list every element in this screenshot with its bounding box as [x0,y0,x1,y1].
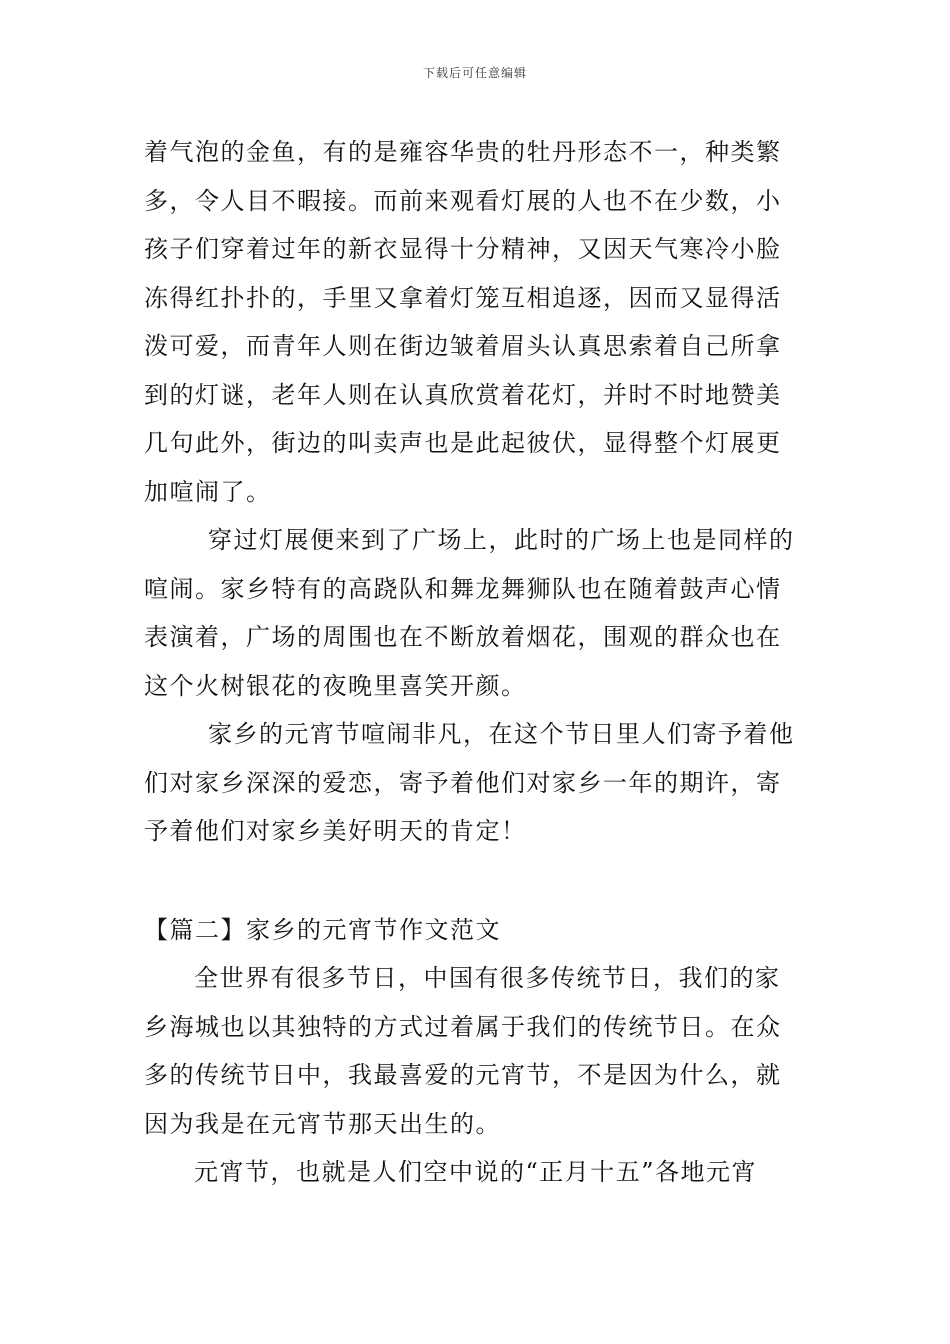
text-line: 加喧闹了。 [144,477,272,506]
text-line: 全世界有很多节日，中国有很多传统节日，我们的家 [194,964,781,992]
text-line: 泼可爱，而青年人则在街边皱着眉头认真思索着自己所拿 [144,332,782,360]
section-spacer [144,856,806,906]
text-line: 孩子们穿着过年的新衣显得十分精神，又因天气寒冷小脸 [144,235,782,263]
text-line: 予着他们对家乡美好明天的肯定！ [144,817,527,845]
text-line: 几句此外，街边的叫卖声也是此起彼伏，显得整个灯展更 [144,429,782,457]
paragraph-lantern-show [144,128,806,516]
paragraph-yuanxiao [144,1148,806,1197]
text-line: 们对家乡深深的爱恋，寄予着他们对家乡一年的期许，寄 [144,768,782,797]
text-line: 到的灯谜，老年人则在认真欣赏着花灯，并时不时地赞美 [144,380,782,409]
text-line: 冻得红扑扑的，手里又拿着灯笼互相追逐，因而又显得活 [144,283,782,312]
section-title: 【篇二】家乡的元宵节作文范文 [144,915,501,944]
text-line: 多的传统节日中，我最喜爱的元宵节，不是因为什么，就 [144,1061,782,1089]
text-line: 乡海城也以其独特的方式过着属于我们的传统节日。在众 [144,1012,782,1041]
text-line: 家乡的元宵节喧闹非凡，在这个节日里人们寄予着他 [208,720,795,748]
paragraph-square [144,516,806,710]
text-line: 喧闹。家乡特有的高跷队和舞龙舞狮队也在随着鼓声心情 [144,574,782,603]
paragraph-intro [144,954,806,1148]
text-line: 元宵节，也就是人们空中说的“正月十五”各地元宵 [194,1158,758,1186]
document-body [144,128,806,1197]
text-line: 穿过灯展便来到了广场上，此时的广场上也是同样的 [208,526,795,554]
text-line: 这个火树银花的夜晚里喜笑开颜。 [144,671,527,700]
page-header-note: 下载后可任意编辑 [422,66,527,80]
text-line: 着气泡的金鱼，有的是雍容华贵的牡丹形态不一，种类繁 [144,138,782,166]
paragraph-conclusion [144,710,806,856]
text-line: 表演着，广场的周围也在不断放着烟花，围观的群众也在 [144,623,782,651]
text-line: 多，令人目不暇接。而前来观看灯展的人也不在少数，小 [144,186,782,215]
text-line: 因为我是在元宵节那天出生的。 [144,1109,501,1138]
